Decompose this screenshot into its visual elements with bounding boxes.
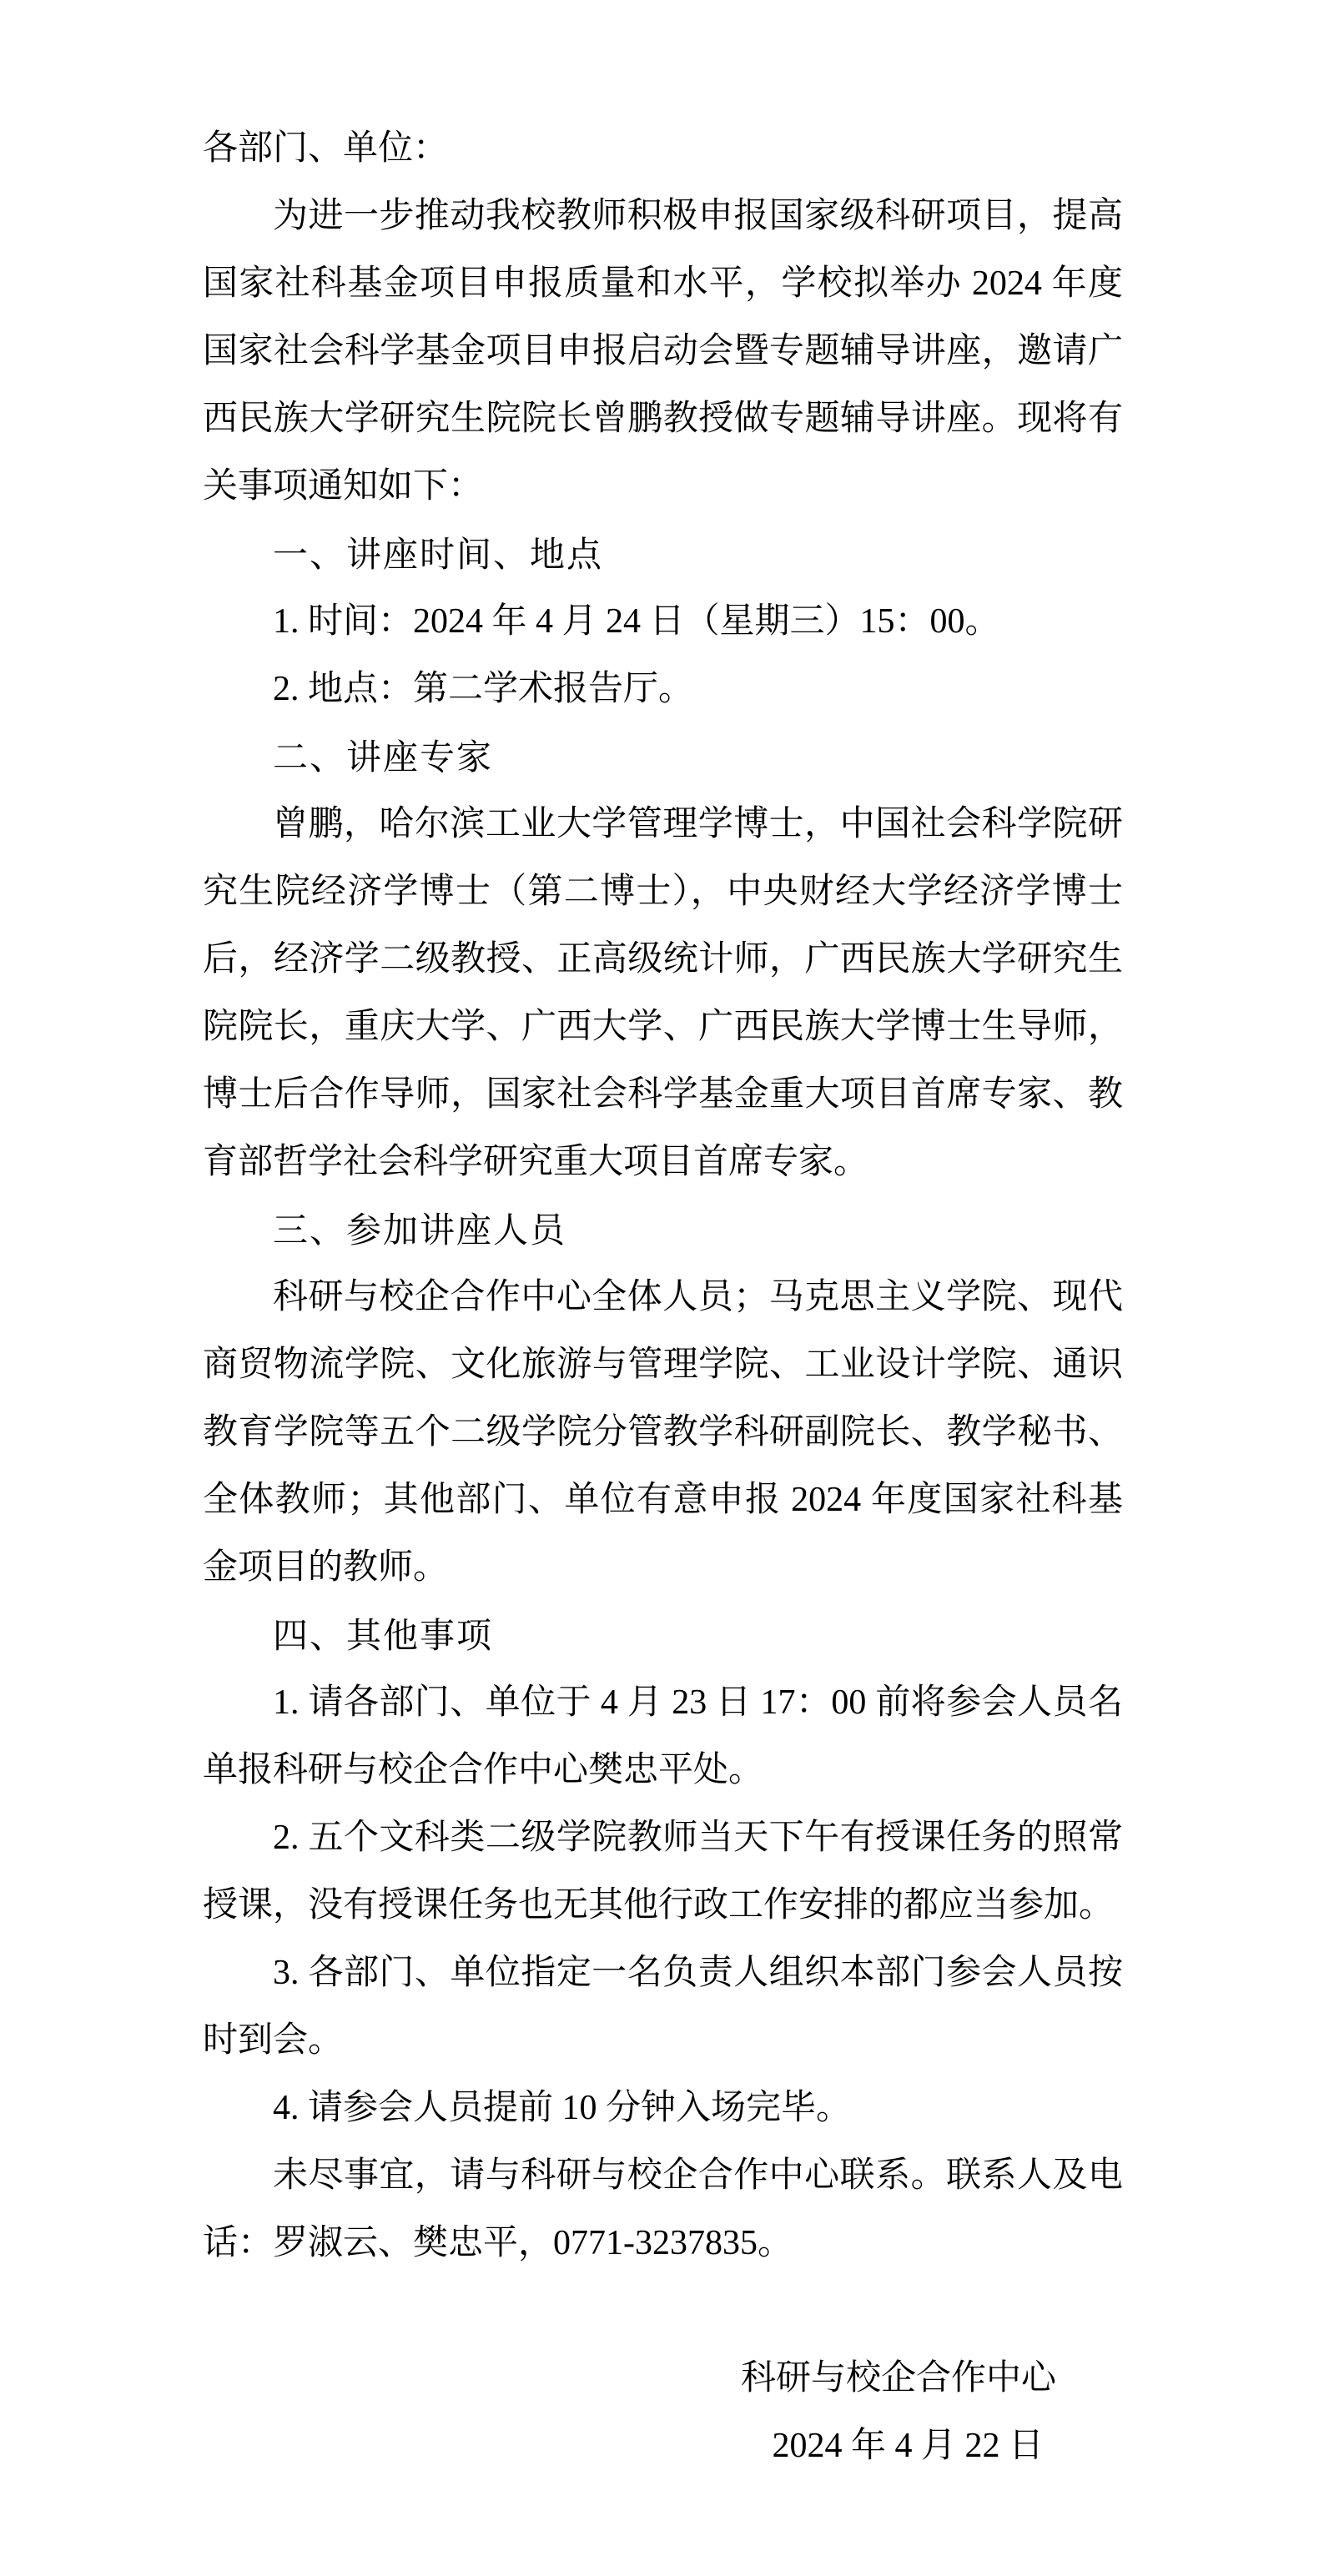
section-3-heading: 三、参加讲座人员 bbox=[273, 1210, 567, 1250]
section-2-expert-bio: 曾鹏，哈尔滨工业大学管理学博士，中国社会科学院研究生院经济学博士（第二博士），中央财经大学经济学博士后，经济学二级教授、正高级统计师，广西民族大学研究生院院长，重庆大学、广西大学、广西民族大学博士生导师，博士后合作导师，国家社会科学基金重大项目首席专家、教育部哲学社会科学研究重大项目首席专家。 bbox=[203, 805, 1123, 1181]
section-4-item-4: 4. 请参会人员提前 10 分钟入场完毕。 bbox=[273, 2089, 852, 2127]
section-4-item-1: 1. 请各部门、单位于 4 月 23 日 17：00 前将参会人员名单报科研与校企合作中心樊忠平处。 bbox=[203, 1683, 1123, 1789]
section-4-heading: 四、其他事项 bbox=[273, 1616, 494, 1655]
section-4-item-2: 2. 五个文科类二级学院教师当天下午有授课任务的照常授课，没有授课任务也无其他行政工作安排的都应当参加。 bbox=[203, 1819, 1123, 1924]
signature-org: 科研与校企合作中心 bbox=[740, 2359, 1056, 2397]
signature-block bbox=[203, 2345, 1123, 2480]
intro-paragraph: 为进一步推动我校教师积极申报国家级科研项目，提高国家社科基金项目申报质量和水平，学校拟举办 2024 年度国家社会科学基金项目申报启动会暨专题辅导讲座，邀请广西民族大学研究生院院长曾鹏教授做专题辅导讲座。现将有关事项通知如下： bbox=[203, 197, 1123, 506]
section-2-heading: 二、讲座专家 bbox=[273, 737, 494, 777]
signature-date: 2024 年 4 月 22 日 bbox=[772, 2427, 1044, 2465]
section-1-item-time: 1. 时间：2024 年 4 月 24 日（星期三）15：00。 bbox=[273, 602, 1000, 641]
section-1-heading: 一、讲座时间、地点 bbox=[273, 535, 604, 574]
contact-paragraph: 未尽事宜，请与科研与校企合作中心联系。联系人及电话：罗淑云、樊忠平，0771-3237835。 bbox=[203, 2156, 1123, 2262]
salutation: 各部门、单位： bbox=[203, 129, 449, 168]
section-4-item-3: 3. 各部门、单位指定一名负责人组织本部门参会人员按时到会。 bbox=[203, 1954, 1123, 2060]
section-3-participants: 科研与校企合作中心全体人员；马克思主义学院、现代商贸物流学院、文化旅游与管理学院、工业设计学院、通识教育学院等五个二级学院分管教学科研副院长、教学秘书、全体教师；其他部门、单位有意申报 2024 年度国家社科基金项目的教师。 bbox=[203, 1278, 1123, 1587]
section-1-item-location: 2. 地点：第二学术报告厅。 bbox=[273, 670, 694, 708]
